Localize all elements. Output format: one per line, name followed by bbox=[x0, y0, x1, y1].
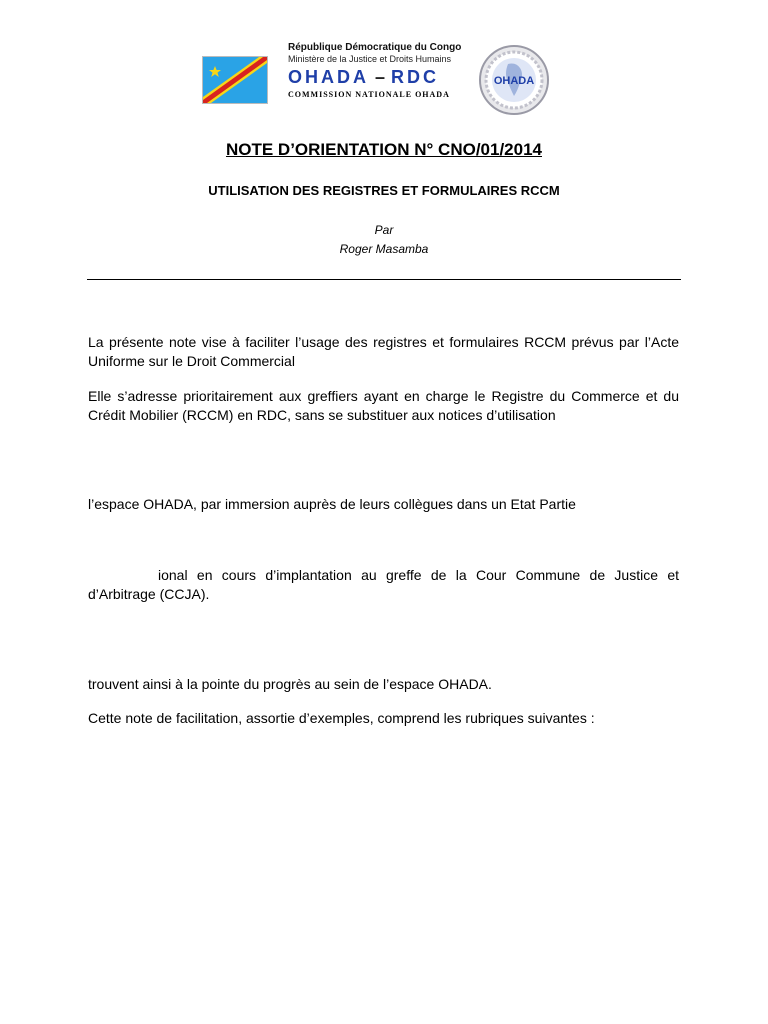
drc-flag-icon bbox=[202, 56, 268, 104]
paragraph-1: La présente note vise à faciliter l’usage des registres et formulaires RCCM prévus par l’Acte Uniforme sur le Droit Commercial bbox=[88, 334, 679, 369]
ohada-seal-icon bbox=[478, 44, 550, 116]
paragraph-4: ional en cours d’implantation au greffe de la Cour Commune de Justice et d’Arbitrage (CCJA). bbox=[88, 567, 679, 602]
ministry-name: Ministère de la Justice et Droits Humains bbox=[288, 54, 452, 64]
seal-text: OHADA bbox=[493, 75, 535, 87]
paragraph-2: Elle s’adresse prioritairement aux greffiers ayant en charge le Registre du Commerce et du Crédit Mobilier (RCCM) en RDC, sans se substituer aux notices d’utilisation bbox=[88, 388, 679, 423]
letterhead-text bbox=[288, 42, 488, 99]
paragraph-6: Cette note de facilitation, assortie d’exemples, comprend les rubriques suivantes : bbox=[88, 710, 595, 726]
title-ohada: OHADA bbox=[288, 67, 369, 87]
country-name: République Démocratique du Congo bbox=[288, 42, 462, 53]
title-rdc: RDC bbox=[391, 67, 440, 87]
author-name: Roger Masamba bbox=[339, 242, 429, 256]
letterhead bbox=[200, 42, 560, 120]
commission-name: COMMISSION NATIONALE OHADA bbox=[288, 90, 450, 99]
document-subtitle: UTILISATION DES REGISTRES ET FORMULAIRES RCCM bbox=[208, 183, 560, 198]
author-prefix: Par bbox=[374, 223, 394, 237]
title-dash: – bbox=[375, 67, 386, 87]
letterhead-title bbox=[288, 67, 488, 88]
paragraph-5: trouvent ainsi à la pointe du progrès au sein de l’espace OHADA. bbox=[88, 676, 492, 692]
paragraph-3: l’espace OHADA, par immersion auprès de leurs collègues dans un Etat Partie bbox=[88, 496, 576, 512]
horizontal-divider bbox=[87, 279, 681, 280]
document-title: NOTE D’ORIENTATION N° CNO/01/2014 bbox=[225, 140, 542, 159]
